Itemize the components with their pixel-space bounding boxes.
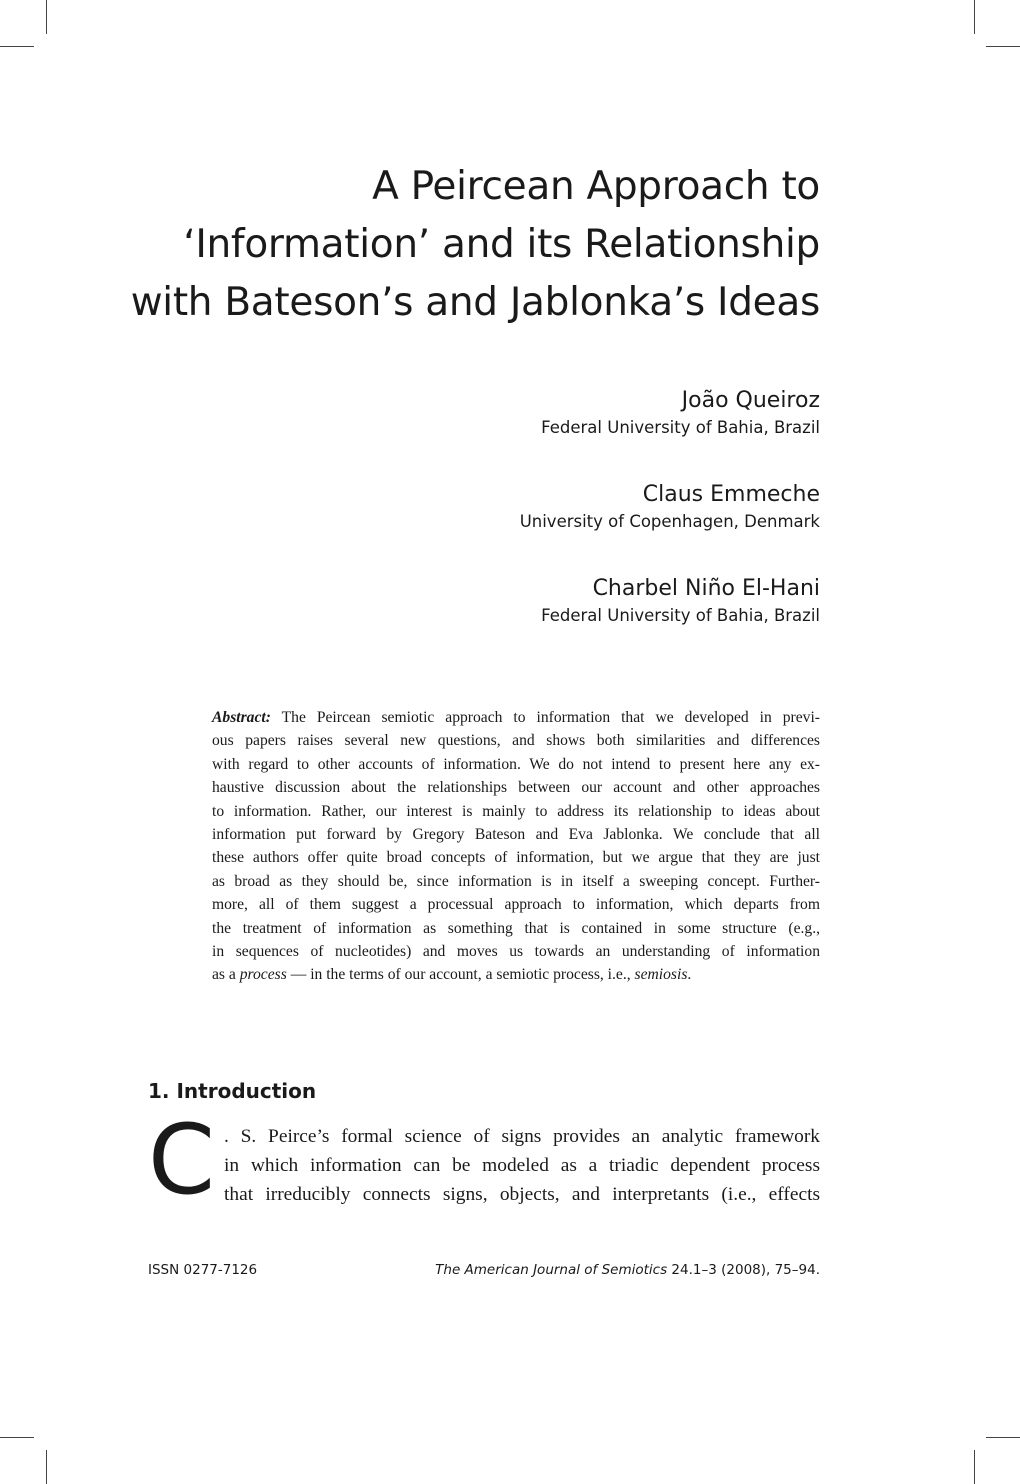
crop-mark [986, 1437, 1020, 1438]
crop-mark [986, 46, 1020, 47]
title-line: A Peircean Approach to [372, 164, 820, 209]
author-block [320, 386, 820, 440]
journal-name: The American Journal of Semiotics [435, 1262, 668, 1278]
crop-mark [0, 46, 34, 47]
author-affiliation: University of Copenhagen, Denmark [519, 512, 820, 531]
abstract-line: in sequences of nucleotides) and moves us towards an understanding of information [212, 942, 820, 960]
title-line: ‘Information’ and its Relationship [183, 222, 820, 267]
crop-mark [0, 1437, 34, 1438]
body-line: in which information can be modeled as a triadic dependent process [224, 1155, 820, 1176]
title-line: with Bateson’s and Jablonka’s Ideas [130, 280, 820, 325]
author-name: Charbel Niño El-Hani [592, 576, 820, 601]
abstract-line: haustive discussion about the relationships between our account and other approaches [212, 779, 820, 797]
abstract-line: to information. Rather, our interest is mainly to address its relationship to ideas about [212, 802, 820, 820]
abstract-line: Abstract: The Peircean semiotic approach to information that we developed in previ- [212, 709, 820, 726]
body-line: . S. Peirce’s formal science of signs provides an analytic framework [224, 1126, 820, 1147]
crop-mark [46, 0, 47, 34]
author-name: Claus Emmeche [642, 482, 820, 507]
author-affiliation: Federal University of Bahia, Brazil [541, 418, 820, 437]
crop-mark [46, 1450, 47, 1484]
abstract-line: with regard to other accounts of information. We do not intend to present here any ex- [212, 755, 820, 773]
abstract-label: Abstract: [212, 709, 271, 726]
intro-paragraph [224, 1122, 820, 1209]
abstract [212, 706, 820, 987]
crop-mark [974, 0, 975, 34]
author-name: João Queiroz [681, 388, 820, 413]
author-affiliation: Federal University of Bahia, Brazil [541, 606, 820, 625]
body-line: that irreducibly connects signs, objects, and interpretants (i.e., effects [224, 1184, 820, 1205]
abstract-line: the treatment of information as something that is contained in some structure (e.g., [212, 919, 820, 937]
issn: ISSN 0277-7126 [148, 1262, 258, 1278]
section-heading: 1. Introduction [148, 1079, 317, 1103]
abstract-line: as a process — in the terms of our account, a semiotic process, i.e., semiosis. [212, 966, 692, 984]
author-block [320, 574, 820, 628]
abstract-line: more, all of them suggest a processual approach to information, which departs from [212, 896, 820, 914]
author-block [320, 480, 820, 534]
drop-cap: C [148, 1104, 216, 1216]
citation-details: 24.1–3 (2008), 75–94. [667, 1262, 820, 1278]
abstract-line: as broad as they should be, since information is in itself a sweeping concept. Further- [212, 872, 820, 890]
paper-title [100, 158, 820, 332]
journal-citation [435, 1262, 820, 1278]
abstract-line: ous papers raises several new questions, and shows both similarities and differences [212, 732, 820, 750]
crop-mark [974, 1450, 975, 1484]
abstract-line: information put forward by Gregory Bateson and Eva Jablonka. We conclude that all [212, 825, 820, 843]
abstract-line: these authors offer quite broad concepts of information, but we argue that they are just [212, 849, 820, 867]
